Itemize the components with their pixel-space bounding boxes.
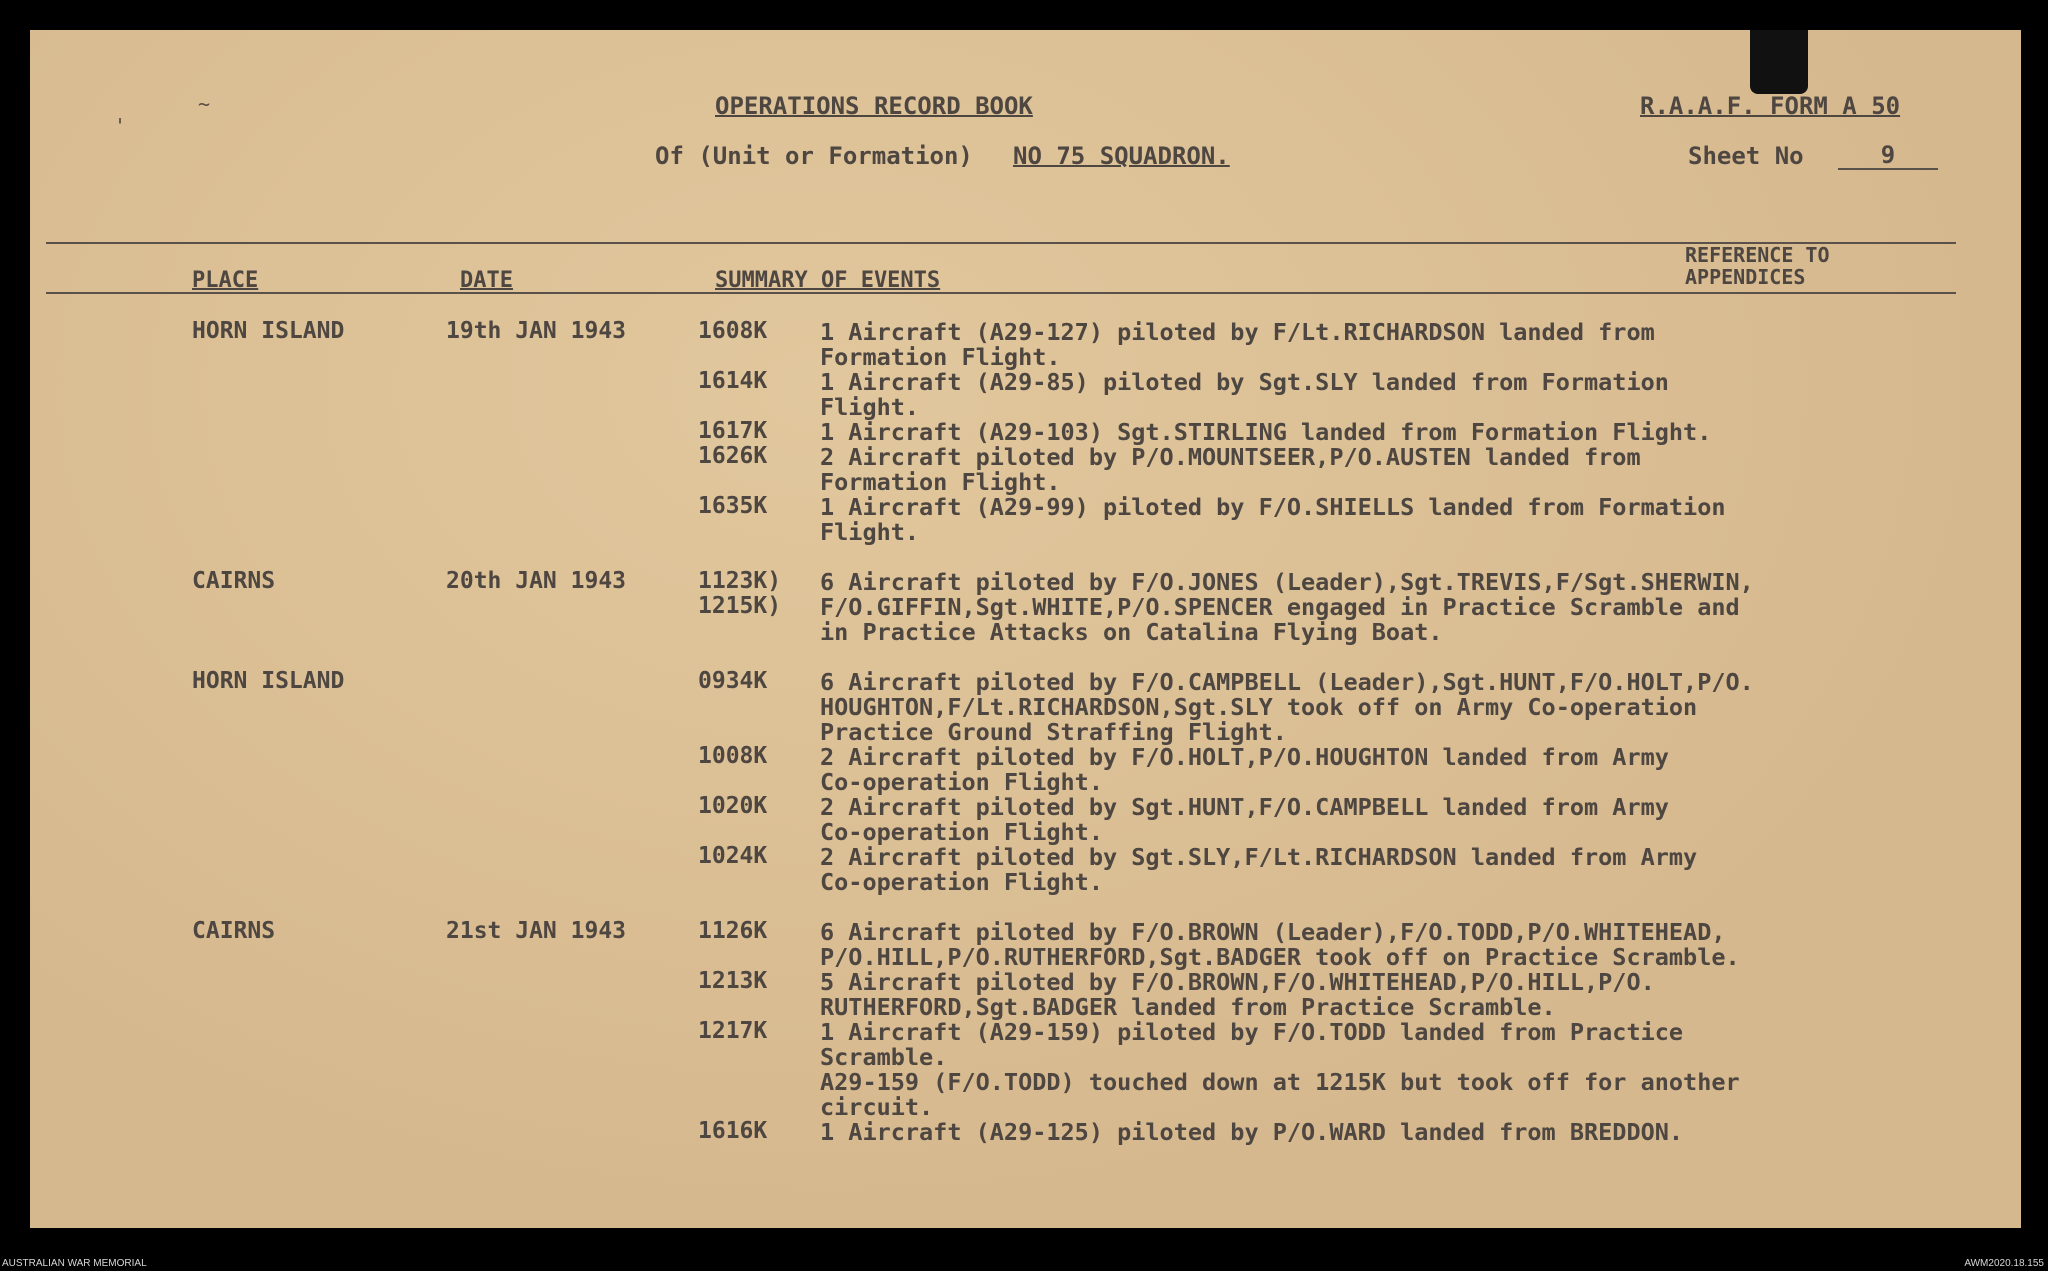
entry-time: 1024K — [698, 843, 768, 869]
summary-line: A29-159 (F/O.TODD) touched down at 1215K but took off for another — [820, 1068, 1740, 1096]
summary-line: 2 Aircraft piloted by P/O.MOUNTSEER,P/O.AUSTEN landed from — [820, 443, 1641, 471]
summary-line: 6 Aircraft piloted by F/O.BROWN (Leader),F/O.TODD,P/O.WHITEHEAD, — [820, 918, 1726, 946]
entry-time: 1608K — [698, 318, 768, 344]
summary-line: Co-operation Flight. — [820, 868, 1103, 896]
page-title: OPERATIONS RECORD BOOK — [715, 92, 1033, 120]
summary-line: Flight. — [820, 393, 920, 421]
summary-line: Scramble. — [820, 1043, 948, 1071]
summary-line: 1 Aircraft (A29-127) piloted by F/Lt.RICHARDSON landed from — [820, 318, 1655, 346]
entry-time: 1123K) — [698, 568, 782, 594]
unit-label: Of (Unit or Formation) — [655, 142, 973, 170]
summary-line: P/O.HILL,P/O.RUTHERFORD,Sgt.BADGER took off on Practice Scramble. — [820, 943, 1740, 971]
column-reference: REFERENCE TO APPENDICES — [1685, 243, 1830, 289]
summary-line: 6 Aircraft piloted by F/O.JONES (Leader),Sgt.TREVIS,F/Sgt.SHERWIN, — [820, 568, 1754, 596]
summary-line: 2 Aircraft piloted by F/O.HOLT,P/O.HOUGHTON landed from Army — [820, 743, 1669, 771]
ink-blot: ~ — [198, 92, 211, 116]
summary-line: 2 Aircraft piloted by Sgt.HUNT,F/O.CAMPBELL landed from Army — [820, 793, 1669, 821]
summary-line: Formation Flight. — [820, 343, 1061, 371]
summary-line: 1 Aircraft (A29-103) Sgt.STIRLING landed from Formation Flight. — [820, 418, 1712, 446]
summary-line: circuit. — [820, 1093, 934, 1121]
summary-line: 1 Aircraft (A29-125) piloted by P/O.WARD landed from BREDDON. — [820, 1118, 1684, 1146]
entry-time: 1217K — [698, 1018, 768, 1044]
entry-time: 1616K — [698, 1118, 768, 1144]
entry-time: 1626K — [698, 443, 768, 469]
ink-blot: ' — [114, 114, 127, 138]
unit-name: NO 75 SQUADRON. — [1013, 142, 1230, 170]
summary-line: in Practice Attacks on Catalina Flying Boat. — [820, 618, 1443, 646]
entry-time: 1126K — [698, 918, 768, 944]
summary-line: F/O.GIFFIN,Sgt.WHITE,P/O.SPENCER engaged in Practice Scramble and — [820, 593, 1740, 621]
summary-line: HOUGHTON,F/Lt.RICHARDSON,Sgt.SLY took off on Army Co-operation — [820, 693, 1698, 721]
summary-line: RUTHERFORD,Sgt.BADGER landed from Practice Scramble. — [820, 993, 1556, 1021]
entry-date: 20th JAN 1943 — [446, 568, 627, 594]
entry-place: CAIRNS — [192, 918, 276, 944]
summary-line: Flight. — [820, 518, 920, 546]
record-sheet — [30, 30, 2021, 1228]
entry-place: HORN ISLAND — [192, 318, 345, 344]
sheet-number: 9 — [1838, 142, 1938, 170]
column-place: PLACE — [192, 268, 259, 293]
entry-time: 1213K — [698, 968, 768, 994]
entry-time: 1617K — [698, 418, 768, 444]
summary-line: 1 Aircraft (A29-99) piloted by F/O.SHIELLS landed from Formation — [820, 493, 1726, 521]
summary-line: Formation Flight. — [820, 468, 1061, 496]
rule-bottom — [46, 292, 1956, 294]
summary-line: 6 Aircraft piloted by F/O.CAMPBELL (Leader),Sgt.HUNT,F/O.HOLT,P/O. — [820, 668, 1754, 696]
column-date: DATE — [460, 268, 513, 293]
entry-time: 1020K — [698, 793, 768, 819]
entry-time: 1215K) — [698, 593, 782, 619]
summary-line: 1 Aircraft (A29-85) piloted by Sgt.SLY landed from Formation — [820, 368, 1669, 396]
entry-place: CAIRNS — [192, 568, 276, 594]
footer-source: AUSTRALIAN WAR MEMORIAL — [2, 1258, 147, 1269]
rule-top — [46, 242, 1956, 244]
summary-line: 5 Aircraft piloted by F/O.BROWN,F/O.WHITEHEAD,P/O.HILL,P/O. — [820, 968, 1655, 996]
summary-line: 2 Aircraft piloted by Sgt.SLY,F/Lt.RICHARDSON landed from Army — [820, 843, 1698, 871]
column-summary: SUMMARY OF EVENTS — [715, 268, 941, 293]
summary-line: 1 Aircraft (A29-159) piloted by F/O.TODD landed from Practice — [820, 1018, 1684, 1046]
form-number: R.A.A.F. FORM A 50 — [1640, 92, 1901, 120]
footer-accession: AWM2020.18.155 — [1964, 1258, 2044, 1269]
entry-time: 1614K — [698, 368, 768, 394]
summary-line: Practice Ground Straffing Flight. — [820, 718, 1287, 746]
entry-date: 19th JAN 1943 — [446, 318, 627, 344]
entry-time: 0934K — [698, 668, 768, 694]
sheet-label: Sheet No — [1688, 142, 1804, 170]
entry-time: 1008K — [698, 743, 768, 769]
entry-date: 21st JAN 1943 — [446, 918, 627, 944]
summary-line: Co-operation Flight. — [820, 768, 1103, 796]
entry-time: 1635K — [698, 493, 768, 519]
summary-line: Co-operation Flight. — [820, 818, 1103, 846]
entry-place: HORN ISLAND — [192, 668, 345, 694]
black-tape-mark — [1750, 30, 1808, 94]
